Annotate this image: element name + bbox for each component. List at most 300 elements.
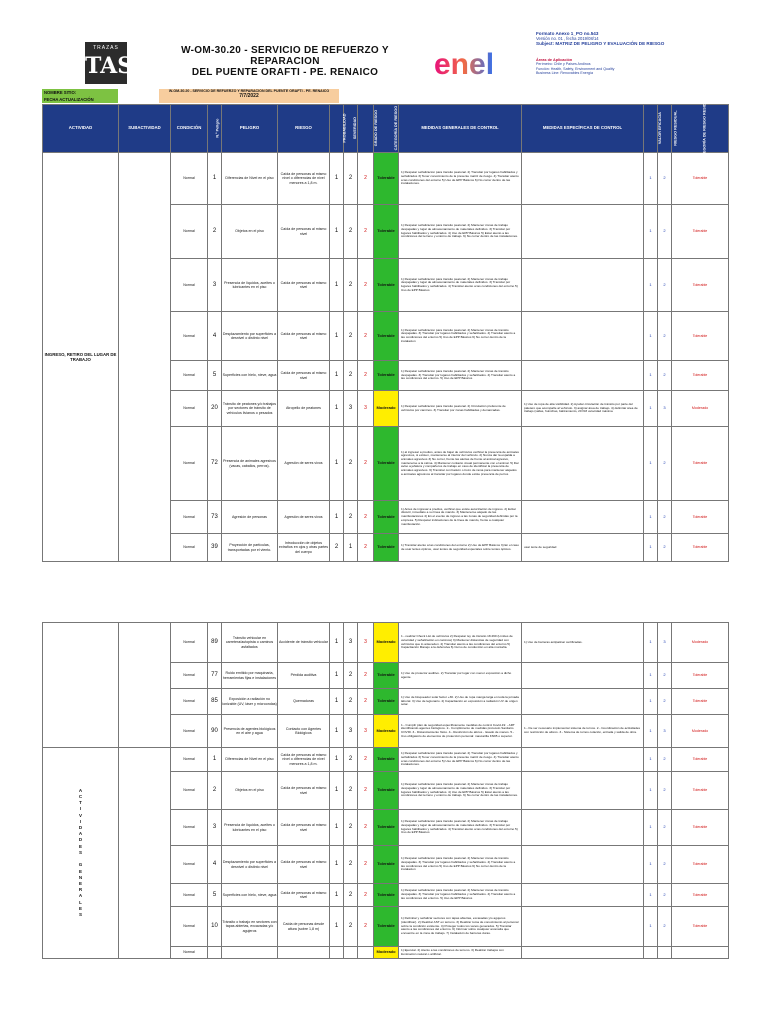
cell-peligro: Presencia de líquidos, aceites o lubricantes en el piso (222, 810, 278, 846)
document-title (170, 45, 400, 78)
subactivity-cell (119, 748, 171, 959)
cell-grado: 2 (358, 501, 374, 534)
cell-medidas-generales: 1) Delimitar y señalizar sectores con tapas abiertas, excavadas y/o agujeros (identificar). 2) Realizar AST en terreno. 3) Realizar toma de conocimiento al personal sobre la condición existente. 4) Proteger todos los vanos generados. 5) Transitar atento a las condiciones del entorno. 6) Informar sobre cualquier anomalía que encuentre en la zona de trabajo. 7) Instalación de barreras duras. (399, 907, 522, 947)
cell-severidad: 2 (344, 153, 358, 205)
cell-probabilidad: 1 (330, 810, 344, 846)
cell-condicion: Normal (171, 947, 208, 959)
cell-riesgo-residual: 2 (658, 907, 672, 947)
col-valor-eficacia: VALOR EFICACIA (644, 105, 658, 153)
cell-riesgo-residual: 2 (658, 259, 672, 312)
cell-condicion: Normal (171, 534, 208, 562)
cell-grado: 2 (358, 153, 374, 205)
cell-grado: 2 (358, 663, 374, 689)
cell-severidad: 2 (344, 259, 358, 312)
cell-medidas-generales: 1) Respetar señalizacion para transito peatonal. 2) Mantener zonas de transito despejadas. 3) Transitar por lugares habilitados y señalizados. 4) Transitar atento a las condiciones del entorno 5) Uso de EPP Básicos 6) No correr dentro de la instalacion (399, 312, 522, 361)
subactivity-cell (119, 153, 171, 562)
cell-peligro (222, 947, 278, 959)
cell-grado: 3 (358, 623, 374, 663)
cell-grado: 2 (358, 810, 374, 846)
cell-medidas-especificas (522, 501, 644, 534)
cell-riesgo (278, 947, 330, 959)
app-area-line-3: Business Line: Renovables Energía (536, 70, 593, 75)
cell-peligro: Tránsito o trabajo en sectores con tapas abiertas, excavadas y/o agujeros (222, 907, 278, 947)
col-medidas-especificas: MEDIDAS ESPECÍFICAS DE CONTROL (522, 105, 644, 153)
cell-severidad: 2 (344, 501, 358, 534)
cell-medidas-generales: 1) Respetar señalizacion para transito peatonal. 2) Mantener zonas de trabajo despejadas y lugar de almacenamiento de materiales definidos. 3) Transitar por lugares habilitados y señalizados. 4) Uso de EPP Básicos 5) Estar atento a las condiciones del terreno y entorno de trabajo. 6) No correr dentro de las instalaciones. (399, 772, 522, 810)
cell-medidas-especificas (522, 947, 644, 959)
cell-severidad: 3 (344, 391, 358, 427)
cell-valor-eficacia: 1 (644, 312, 658, 361)
cell-n-peligro: 2 (208, 772, 222, 810)
form-info-line-1: Formato Anexo 1_PO no.543 (536, 31, 599, 36)
cell-riesgo: Caída de personas al mismo nivel (278, 810, 330, 846)
cell-medidas-especificas (522, 884, 644, 907)
cell-categoria-residual: Tolerable (672, 663, 729, 689)
cell-medidas-generales: 1) Respetar señalizacion para transito peatonal. 2) Mantener zonas de transito despejadas. 3) Transitar por lugares habilitados y señalizados. 4) Transitar atento a las condiciones del entorno. 5) Uso de EPP Básicos (399, 884, 522, 907)
cell-categoria-residual: Tolerable (672, 748, 729, 772)
logo-main-text: TAS (85, 53, 134, 79)
enel-logo-text: enel (434, 48, 495, 81)
col-condicion: CONDICIÓN (171, 105, 208, 153)
cell-probabilidad: 1 (330, 689, 344, 715)
cell-medidas-generales: 1) Respetar señalizacion para transito peatonal. 2) Mantener zonas de transito despejadas. 3) Transitar por lugares habilitados y señalizados. 4) Transitar atento a las condiciones del entorno 5) Uso de EPP Básicos 6) No correr dentro de la instalacion (399, 846, 522, 884)
cell-riesgo-residual: 3 (658, 715, 672, 748)
cell-categoria: Tolerable (374, 748, 399, 772)
cell-severidad: 1 (344, 534, 358, 562)
cell-peligro: Presencia de animales agresivos (vacas, caballos, perros). (222, 427, 278, 501)
cell-grado: 2 (358, 205, 374, 259)
cell-categoria: Tolerable (374, 259, 399, 312)
risk-matrix-table-2 (42, 622, 729, 959)
activity-cell-generales (43, 748, 119, 959)
cell-categoria-residual: Moderado (672, 623, 729, 663)
cell-categoria: Tolerable (374, 884, 399, 907)
cell-riesgo-residual: 2 (658, 312, 672, 361)
cell-medidas-generales: 1) Respetar señalizacion para transito peatonal. 2) Transitar por lugares habilitados y señalizados 3) Tener conocimiento de la presente matriz de riesgo. 4) Transitar atento a las condiciones del entorno 5) Uso de EPP Básicos 6) No correr dentro de las instalaciones. (399, 153, 522, 205)
cell-probabilidad: 1 (330, 153, 344, 205)
cell-probabilidad: 2 (330, 534, 344, 562)
cell-valor-eficacia: 1 (644, 689, 658, 715)
cell-medidas-especificas (522, 689, 644, 715)
cell-condicion: Normal (171, 391, 208, 427)
cell-severidad: 2 (344, 846, 358, 884)
cell-n-peligro (208, 947, 222, 959)
cell-condicion: Normal (171, 810, 208, 846)
cell-severidad: 2 (344, 361, 358, 391)
cell-categoria-residual: Moderado (672, 391, 729, 427)
cell-riesgo: Agresión de seres vivos (278, 427, 330, 501)
cell-peligro: Diferencias de Nivel en el piso (222, 748, 278, 772)
cell-valor-eficacia: 1 (644, 623, 658, 663)
title-line-2: DEL PUENTE ORAFTI - PE. RENAICO (191, 67, 379, 78)
cell-riesgo-residual: 2 (658, 663, 672, 689)
cell-riesgo: Introducción de objetos extraños en ojos y otras partes del cuerpo (278, 534, 330, 562)
cell-peligro: Agresión de personas (222, 501, 278, 534)
cell-riesgo: Caída de personas al mismo nivel (278, 846, 330, 884)
cell-probabilidad: 1 (330, 427, 344, 501)
cell-medidas-especificas (522, 153, 644, 205)
cell-peligro: Superficies con hielo, nieve, agua (222, 361, 278, 391)
cell-medidas-generales: 1) al ingresar a predios, antes de bajar de vehículos verificar la presencia de animales agresivos, si existen, mantenerse al interior del vehiculo. 2) Nunca dar la espalda a animales agresivos 3) No correr, frente las alertas de frente al animal agresivo, mantenerse a la calma. 4) Mantener contacto visual permanente con el animal. 5) Dar aviso a jefatura y compañeros de trabajo en caso de identificar la presencia de animales agresivos. 6) Transitar con bastón o trozo de rama para mantener alejados a animales agresivos al transitar por lugares donde existe presencia de perros (399, 427, 522, 501)
title-line-1: W-OM-30.20 - SERVICIO DE REFUERZO Y REPARACION (181, 45, 389, 67)
cell-valor-eficacia: 1 (644, 810, 658, 846)
cell-categoria-residual: Tolerable (672, 427, 729, 501)
cell-condicion: Normal (171, 772, 208, 810)
cell-n-peligro: 73 (208, 501, 222, 534)
cell-condicion: Normal (171, 884, 208, 907)
col-grado: GRADO DE RIESGO (358, 105, 374, 153)
cell-medidas-especificas (522, 663, 644, 689)
cell-probabilidad (330, 947, 344, 959)
site-name-label: NOMBRE SITIO: (44, 90, 77, 95)
cell-n-peligro: 90 (208, 715, 222, 748)
cell-n-peligro: 3 (208, 259, 222, 312)
cell-riesgo-residual: 2 (658, 534, 672, 562)
cell-grado (358, 947, 374, 959)
cell-categoria-residual: Tolerable (672, 361, 729, 391)
cell-medidas-especificas (522, 205, 644, 259)
cell-categoria-residual: Tolerable (672, 846, 729, 884)
cell-valor-eficacia: 1 (644, 884, 658, 907)
table-row (43, 748, 729, 772)
cell-riesgo: Caída de personas al mismo nivel (278, 361, 330, 391)
cell-probabilidad: 1 (330, 205, 344, 259)
cell-riesgo: Caída de personas desde altura (sobre 1,8 m) (278, 907, 330, 947)
cell-medidas-generales: 1) Respetar señalizacion para transito peatonal. 2) Mantener zonas de transito despejadas. 3) Transitar por lugares habilitados y señalizados. 4) Transitar atento a las condiciones del entorno. 5) Uso de EPP Básicos (399, 361, 522, 391)
cell-categoria-residual: Tolerable (672, 689, 729, 715)
cell-medidas-especificas (522, 810, 644, 846)
table-row (43, 623, 729, 663)
cell-valor-eficacia: 1 (644, 907, 658, 947)
cell-n-peligro: 85 (208, 689, 222, 715)
col-severidad: SEVERIDAD (344, 105, 358, 153)
cell-severidad: 3 (344, 715, 358, 748)
activity-generales-label: A C T I V I D A D E S G E N E R A L E S (78, 787, 83, 917)
cell-riesgo: Caída de personas al mismo nivel (278, 772, 330, 810)
cell-grado: 2 (358, 427, 374, 501)
cell-riesgo-residual: 2 (658, 205, 672, 259)
cell-severidad: 2 (344, 772, 358, 810)
cell-n-peligro: 1 (208, 153, 222, 205)
cell-riesgo: Quemaduras (278, 689, 330, 715)
cell-medidas-especificas (522, 361, 644, 391)
cell-n-peligro: 1 (208, 748, 222, 772)
col-riesgo: RIESGO (278, 105, 330, 153)
cell-riesgo-residual: 2 (658, 153, 672, 205)
cell-valor-eficacia: 1 (644, 772, 658, 810)
cell-condicion: Normal (171, 689, 208, 715)
cell-valor-eficacia: 1 (644, 663, 658, 689)
cell-peligro: Objetos en el piso (222, 772, 278, 810)
cell-categoria: Tolerable (374, 205, 399, 259)
cell-riesgo: Accidente de tránsito vehicular (278, 623, 330, 663)
cell-probabilidad: 1 (330, 391, 344, 427)
cell-medidas-generales: 1) Respetar señalizacion para transito peatonal. 2) Circulación preferente de vehículos por caminos. 3) Transitar por zonas habilitadas y demarcadas. (399, 391, 522, 427)
cell-riesgo: Caída de personas al mismo nivel (278, 259, 330, 312)
cell-n-peligro: 20 (208, 391, 222, 427)
cell-condicion: Normal (171, 623, 208, 663)
cell-condicion: Normal (171, 153, 208, 205)
cell-probabilidad: 1 (330, 884, 344, 907)
cell-condicion: Normal (171, 748, 208, 772)
cell-valor-eficacia (644, 947, 658, 959)
cell-peligro: Presencia de líquidos, aceites o lubricantes en el piso (222, 259, 278, 312)
cell-medidas-especificas (522, 748, 644, 772)
cell-medidas-generales: 1.- Cumplir plan de seguridad específicamente medidas de control Covid-19: - ART identificando agentes biológicos. 2.- Cumplimiento de medidas protocolo Sanitario COVID. 3.- Distanciamiento físico. 4.- Restricción de aforos - lavado de manos. 5.- Uso obligatorio de elementos de protección personal: mascarilla KN95 o superior. (399, 715, 522, 748)
cell-n-peligro: 2 (208, 205, 222, 259)
cell-categoria: Tolerable (374, 153, 399, 205)
form-info-line-2: Versión no. 01 , fecha 2019/08/14 (536, 36, 599, 41)
site-values (159, 89, 339, 103)
cell-grado: 2 (358, 907, 374, 947)
subactivity-cell (119, 623, 171, 748)
cell-grado: 2 (358, 361, 374, 391)
cell-condicion: Normal (171, 259, 208, 312)
cell-valor-eficacia: 1 (644, 391, 658, 427)
cell-probabilidad: 1 (330, 715, 344, 748)
cell-severidad (344, 947, 358, 959)
cell-categoria-residual: Tolerable (672, 153, 729, 205)
cell-medidas-generales: 1) Respetar señalizacion para transito peatonal. 2) Transitar por lugares habilitados y señalizados 3) Tener conocimiento de la presente matriz de riesgo. 4) Transitar atento a las condiciones del entorno 5) Uso de EPP Básicos 6) No correr dentro de las instalaciones. (399, 748, 522, 772)
cell-medidas-generales: 1) Uso de protector auditivo. 2) Transitar por lugar con menor exposición a dicho agente. (399, 663, 522, 689)
update-date-label: FECHA ACTUALIZACIÓN (44, 97, 94, 102)
cell-peligro: Proyección de partículas, transportadas por el viento. (222, 534, 278, 562)
cell-peligro: Tránsito de peatones y/o trabajos por sectores de tránsito de vehículos livianos o pesados (222, 391, 278, 427)
cell-medidas-especificas: usar lente de seguridad (522, 534, 644, 562)
cell-categoria: Tolerable (374, 501, 399, 534)
cell-condicion: Normal (171, 312, 208, 361)
cell-peligro: Presencia de agentes biológicos en el aire y agua (222, 715, 278, 748)
cell-medidas-generales: 1) Respetar señalizacion para transito peatonal. 2) Mantener zonas de trabajo despejadas y lugar de almacenamiento de materiales definidos. 3) Transitar por lugares habilitados y señalizados. 4) Transitar atento a las condiciones del entorno 5) Uso de EPP Básicos (399, 810, 522, 846)
cell-probabilidad: 1 (330, 361, 344, 391)
cell-n-peligro: 39 (208, 534, 222, 562)
cell-categoria: Moderado (374, 623, 399, 663)
cell-grado: 2 (358, 846, 374, 884)
cell-categoria: Tolerable (374, 907, 399, 947)
cell-medidas-especificas (522, 846, 644, 884)
cell-riesgo: Caída de personas al mismo nivel o diferencias de nivel menores a 1,8 m. (278, 153, 330, 205)
cell-categoria-residual: Tolerable (672, 501, 729, 534)
cell-condicion: Normal (171, 427, 208, 501)
col-peligro: PELIGRO (222, 105, 278, 153)
cell-riesgo-residual (658, 947, 672, 959)
cell-n-peligro: 5 (208, 361, 222, 391)
site-bar (42, 89, 728, 103)
cell-riesgo-residual: 2 (658, 772, 672, 810)
cell-categoria-residual (672, 947, 729, 959)
cell-severidad: 2 (344, 205, 358, 259)
cell-grado: 3 (358, 391, 374, 427)
table-header-row (43, 105, 729, 153)
cell-peligro: Desplazamiento por superficies a desnivel o distinto nivel (222, 312, 278, 361)
cell-medidas-generales: 1) Respetar señalizacion para transito peatonal. 2) Mantener zonas de trabajo despejadas y lugar de almacenamiento de materiales definidos. 3) Transitar por lugares habilitados y señalizados. 4) Uso de EPP Básicos 5) Estar atento a las condiciones del terreno y entorno de trabajo. 6) No correr dentro de las instalaciones. (399, 205, 522, 259)
company-logo (85, 42, 134, 84)
cell-severidad: 2 (344, 810, 358, 846)
site-name-value: W-OM-30.20 - SERVICIO DE REFUERZO Y REPARACION DEL PUENTE ORAFTI - PE. RENAICO (168, 89, 330, 93)
cell-severidad: 2 (344, 748, 358, 772)
cell-grado: 2 (358, 884, 374, 907)
col-categoria-residual: CATEGORÍA DE RIESGO RESIDUAL (672, 105, 729, 153)
cell-medidas-generales: 1.- realizar Check List de vehículos 2) Respetar ley de tránsito 18.290 (Límites de velocidad y señalización en caminos) 3) Mantener distancias de seguridad con vehículos que lo anteceden. 4) Transitar atento a las condiciones del entorno 5) Capacitación Manejo a la defensiva 6) Curso de conducción en alta montaña. (399, 623, 522, 663)
cell-riesgo-residual: 2 (658, 427, 672, 501)
cell-medidas-generales: 1) Antes de ingresar a predios, verificar que existe autorización de ingreso. 2) Evitar discutir, inmediato a su línea de mando. 3) Mantenerse alejado de las manifestaciones 4) En el evento de ingreso a las zonas de seguridad definidas por la empresa. 5) Respetar indicaciones de la línea de mando, frente a cualquier manifestación. (399, 501, 522, 534)
cell-riesgo: Contacto con Agentes Biológicos (278, 715, 330, 748)
cell-riesgo-residual: 2 (658, 810, 672, 846)
cell-probabilidad: 1 (330, 501, 344, 534)
cell-valor-eficacia: 1 (644, 748, 658, 772)
cell-riesgo-residual: 3 (658, 623, 672, 663)
cell-grado: 2 (358, 259, 374, 312)
cell-categoria: Moderado (374, 391, 399, 427)
col-categoria: CATEGORÍA DE RIESGO (374, 105, 399, 153)
cell-n-peligro: 10 (208, 907, 222, 947)
cell-grado: 2 (358, 534, 374, 562)
cell-riesgo: Atropello de peatones (278, 391, 330, 427)
cell-peligro: Diferencias de Nivel en el piso (222, 153, 278, 205)
cell-riesgo-residual: 2 (658, 361, 672, 391)
cell-probabilidad: 1 (330, 907, 344, 947)
cell-valor-eficacia: 1 (644, 501, 658, 534)
cell-grado: 2 (358, 689, 374, 715)
cell-categoria-residual: Tolerable (672, 205, 729, 259)
cell-condicion: Normal (171, 501, 208, 534)
cell-medidas-especificas (522, 259, 644, 312)
cell-medidas-especificas (522, 907, 644, 947)
cell-riesgo: Caída de personas al mismo nivel (278, 884, 330, 907)
app-area-line-2: Función: Health, Safety, Environment and Quality (536, 66, 615, 71)
activity-cell-continued (43, 623, 119, 748)
col-actividad: ACTIVIDAD (43, 105, 119, 153)
cell-probabilidad: 1 (330, 623, 344, 663)
cell-severidad: 2 (344, 427, 358, 501)
cell-n-peligro: 3 (208, 810, 222, 846)
cell-grado: 2 (358, 312, 374, 361)
cell-medidas-especificas (522, 312, 644, 361)
cell-medidas-especificas (522, 427, 644, 501)
cell-valor-eficacia: 1 (644, 715, 658, 748)
cell-probabilidad: 1 (330, 748, 344, 772)
cell-valor-eficacia: 1 (644, 427, 658, 501)
cell-grado: 3 (358, 715, 374, 748)
app-area-line-1: Perímetro: Chile y Países Andinos (536, 62, 591, 67)
cell-categoria-residual: Tolerable (672, 810, 729, 846)
cell-n-peligro: 89 (208, 623, 222, 663)
table-row (43, 153, 729, 205)
cell-categoria: Tolerable (374, 427, 399, 501)
cell-categoria-residual: Tolerable (672, 259, 729, 312)
cell-categoria-residual: Tolerable (672, 772, 729, 810)
cell-n-peligro: 77 (208, 663, 222, 689)
cell-n-peligro: 72 (208, 427, 222, 501)
cell-medidas-generales: 1) Uso de bloqueador solar factor +30. 2) Uso de ropa manga larga en toda la jornada laboral. 3) Uso de legionario. 4) Capacitación en exposición a radiación UV de origen solar. (399, 689, 522, 715)
logo-top-text: TRAZAS (93, 45, 119, 51)
col-n-peligro: N.º Peligro (208, 105, 222, 153)
cell-valor-eficacia: 1 (644, 153, 658, 205)
form-info-subject: Subject: MATRIZ DE PELIGRO Y EVALUACIÓN DE RIESGO (536, 41, 665, 46)
cell-riesgo: Pérdida auditiva (278, 663, 330, 689)
cell-medidas-especificas: 1) Uso de ropa de alta visibilidad. 2) Ayudar circulación de tránsito por parte del paletero que acompañe al vehículo. 3) asignar área de trabajo. 4) delimitar área de trabajo (vallas, huinchas, balizamiento, 20 KM velocidad máxima (522, 391, 644, 427)
cell-medidas-especificas: 1) Uso de barreras antipatinar certificadas. (522, 623, 644, 663)
cell-categoria: Moderado (374, 947, 399, 959)
col-probabilidad: PROBABILIDAD (330, 105, 344, 153)
cell-riesgo: Caída de personas al mismo nivel (278, 312, 330, 361)
col-medidas-generales: MEDIDAS GENERALES DE CONTROL (399, 105, 522, 153)
cell-medidas-generales: 1) Respetar señalizacion para transito peatonal. 2) Mantener zonas de trabajo despejadas y lugar de almacenamiento de materiales definidos. 3) Transitar por lugares habilitados y señalizados. 4) Transitar atento a las condiciones del entorno 5) Uso de EPP Básicos (399, 259, 522, 312)
application-area (536, 58, 614, 75)
cell-severidad: 3 (344, 623, 358, 663)
cell-peligro: Tránsito vehicular en carretera/autopista o caminos asfaltados (222, 623, 278, 663)
cell-valor-eficacia: 1 (644, 361, 658, 391)
cell-categoria: Tolerable (374, 689, 399, 715)
cell-riesgo-residual: 2 (658, 846, 672, 884)
cell-probabilidad: 1 (330, 312, 344, 361)
site-labels (42, 89, 118, 103)
activity-cell-ingreso: INGRESO, RETIRO DEL LUGAR DE TRABAJO (43, 153, 119, 562)
cell-probabilidad: 1 (330, 772, 344, 810)
cell-categoria-residual: Tolerable (672, 534, 729, 562)
cell-medidas-generales: 1) Ejecutar. 2) Atento a las condiciones de terreno. 3) Realizar trabajos con iluminación natural o artificial. (399, 947, 522, 959)
cell-valor-eficacia: 1 (644, 846, 658, 884)
cell-peligro: Exposición a radiación no ionizable (UV, láser y microondas) (222, 689, 278, 715)
cell-categoria-residual: Tolerable (672, 884, 729, 907)
cell-condicion: Normal (171, 361, 208, 391)
cell-severidad: 2 (344, 663, 358, 689)
cell-peligro: Ruido emitido por maquinaria, herramientas fijas e instalaciones (222, 663, 278, 689)
cell-probabilidad: 1 (330, 846, 344, 884)
cell-severidad: 2 (344, 907, 358, 947)
cell-categoria-residual: Tolerable (672, 312, 729, 361)
cell-peligro: Superficies con hielo, nieve, agua (222, 884, 278, 907)
cell-probabilidad: 1 (330, 259, 344, 312)
cell-categoria: Tolerable (374, 361, 399, 391)
form-info (536, 31, 664, 46)
cell-riesgo: Caída de personas al mismo nivel (278, 205, 330, 259)
col-riesgo-residual: RIESGO RESIDUAL (658, 105, 672, 153)
cell-categoria-residual: Moderado (672, 715, 729, 748)
cell-categoria: Tolerable (374, 846, 399, 884)
cell-valor-eficacia: 1 (644, 259, 658, 312)
cell-riesgo-residual: 2 (658, 884, 672, 907)
cell-categoria: Tolerable (374, 312, 399, 361)
cell-grado: 2 (358, 748, 374, 772)
cell-valor-eficacia: 1 (644, 534, 658, 562)
cell-categoria: Moderado (374, 715, 399, 748)
cell-n-peligro: 5 (208, 884, 222, 907)
cell-peligro: Objetos en el piso (222, 205, 278, 259)
cell-probabilidad: 1 (330, 663, 344, 689)
cell-riesgo: Agresión de seres vivos (278, 501, 330, 534)
cell-condicion: Normal (171, 663, 208, 689)
enel-logo (432, 46, 514, 80)
cell-medidas-especificas (522, 772, 644, 810)
cell-peligro: Desplazamiento por superficies a desnivel o distinto nivel (222, 846, 278, 884)
cell-condicion: Normal (171, 907, 208, 947)
cell-riesgo-residual: 2 (658, 689, 672, 715)
cell-categoria: Tolerable (374, 534, 399, 562)
cell-condicion: Normal (171, 846, 208, 884)
cell-riesgo-residual: 2 (658, 748, 672, 772)
cell-severidad: 2 (344, 312, 358, 361)
cell-riesgo-residual: 2 (658, 501, 672, 534)
cell-categoria: Tolerable (374, 810, 399, 846)
cell-categoria: Tolerable (374, 663, 399, 689)
cell-severidad: 2 (344, 689, 358, 715)
cell-condicion: Normal (171, 205, 208, 259)
cell-condicion: Normal (171, 715, 208, 748)
update-date-value: 7/7/2022 (239, 93, 259, 99)
cell-n-peligro: 4 (208, 312, 222, 361)
cell-categoria-residual: Tolerable (672, 907, 729, 947)
